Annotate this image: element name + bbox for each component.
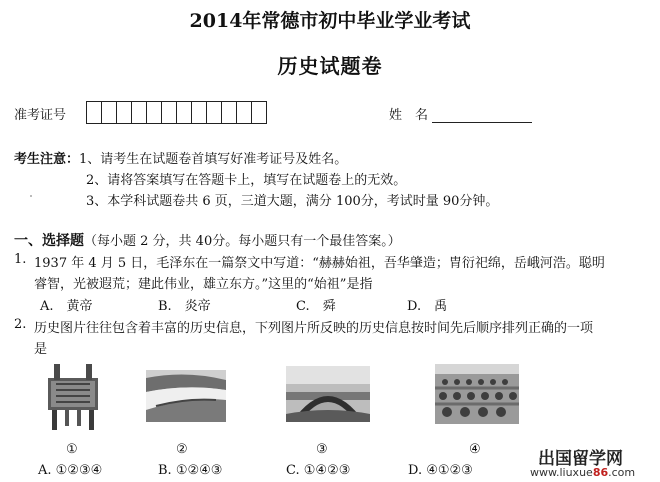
- q2-line1: 历史图片往往包含着丰富的历史信息，下列图片所反映的历史信息按时间先后顺序排列正确的一项: [34, 321, 594, 336]
- paper-subtitle: 历史试题卷: [277, 54, 383, 78]
- pic-label-2: ②: [176, 442, 188, 457]
- name-label: 姓 名: [389, 108, 429, 123]
- zhaozhou-bridge-image: [286, 366, 370, 422]
- exam-id-digit-box[interactable]: [146, 101, 162, 124]
- pic-label-3: ③: [316, 442, 328, 457]
- exam-id-digit-box[interactable]: [116, 101, 132, 124]
- exam-id-digit-box[interactable]: [131, 101, 147, 124]
- notes-block: [14, 148, 347, 167]
- q2-line2: 是: [34, 342, 48, 357]
- terracotta-army-image: [435, 364, 519, 424]
- exam-title: 2014年常德市初中毕业学业考试: [189, 10, 471, 32]
- exam-id-digit-box[interactable]: [86, 101, 102, 124]
- note-3: 3、本学科试题卷共 6 页，三道大题，满分 100分，考试时量 90分钟。: [86, 194, 499, 209]
- q2-option-b[interactable]: B. ①②④③: [158, 463, 223, 478]
- pic-label-4: ④: [469, 442, 481, 457]
- name-underline[interactable]: [432, 108, 532, 123]
- q1-option-a[interactable]: A. 黄帝: [40, 299, 93, 314]
- q1-option-b[interactable]: B. 炎帝: [158, 299, 211, 314]
- exam-id-boxes[interactable]: [86, 101, 266, 124]
- q1-option-c[interactable]: C. 舜: [296, 299, 336, 314]
- exam-id-digit-box[interactable]: [101, 101, 117, 124]
- exam-id-digit-box[interactable]: [176, 101, 192, 124]
- name-field[interactable]: [389, 104, 532, 123]
- section-heading: [14, 230, 401, 250]
- q1-number: 1.: [14, 252, 27, 267]
- q2-option-c[interactable]: C. ①④②③: [286, 463, 351, 478]
- exam-id-digit-box[interactable]: [251, 101, 267, 124]
- exam-id-digit-box[interactable]: [221, 101, 237, 124]
- watermark-cn: 出国留学网: [538, 449, 623, 469]
- bronze-ding-image: [42, 360, 104, 432]
- section-title: 一、选择题: [14, 233, 84, 249]
- note-2: 2、请将答案填写在答题卡上，填写在试题卷上的无效。: [86, 173, 407, 188]
- q2-option-d[interactable]: D. ④①②③: [408, 463, 473, 478]
- pic-label-1: ①: [66, 442, 78, 457]
- watermark-url-num: 86: [592, 466, 609, 479]
- exam-id-digit-box[interactable]: [161, 101, 177, 124]
- q1-line2: 睿智，光被遐荒；建此伟业，雄立东方。”这里的“始祖”是指: [34, 277, 373, 292]
- exam-id-digit-box[interactable]: [236, 101, 252, 124]
- q2-number: 2.: [14, 317, 27, 332]
- speck-mark: [30, 195, 32, 197]
- section-instruction: （每小题 2 分，共 40分。每小题只有一个最佳答案。）: [84, 234, 401, 249]
- watermark-url-prefix: www.liuxue: [530, 466, 593, 479]
- q2-option-a[interactable]: A. ①②③④: [38, 463, 103, 478]
- exam-id-label: 准考证号: [14, 108, 67, 123]
- q1-option-d[interactable]: D. 禹: [407, 299, 448, 314]
- note-1: 1、请考生在试题卷首填写好准考证号及姓名。: [79, 152, 348, 167]
- watermark-url: [530, 466, 635, 479]
- dujiangyan-image: [146, 370, 226, 422]
- q1-line1: 1937 年 4 月 5 日，毛泽东在一篇祭文中写道：“赫赫始祖，吾华肇造；胄衍祀绵，岳峨河浩。聪明: [34, 256, 605, 271]
- exam-id-digit-box[interactable]: [206, 101, 222, 124]
- notes-label: 考生注意：: [14, 152, 80, 167]
- exam-id-digit-box[interactable]: [191, 101, 207, 124]
- watermark-url-suffix: .com: [608, 466, 636, 479]
